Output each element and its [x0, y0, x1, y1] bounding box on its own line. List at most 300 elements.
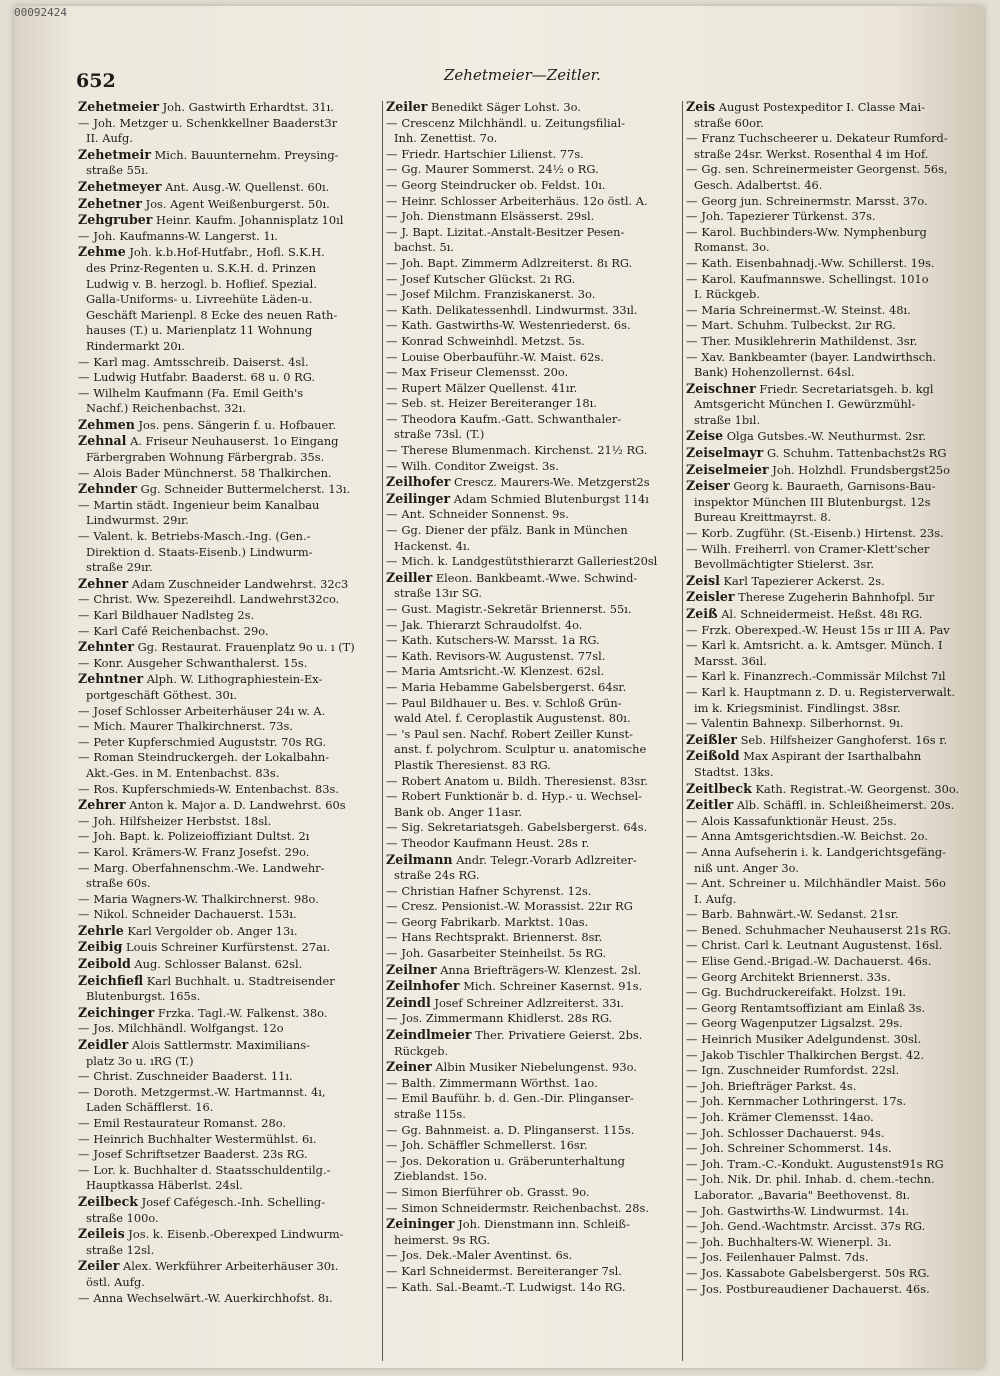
ditto-dash: —	[78, 623, 90, 638]
ditto-dash: —	[386, 695, 398, 710]
directory-entry	[386, 586, 680, 602]
entry-text: Joh. Dienstmann inn. Schleiß-	[458, 1217, 630, 1232]
ditto-dash: —	[386, 679, 398, 694]
surname-headword: Zehmen	[78, 416, 135, 432]
ditto-dash: —	[386, 554, 398, 569]
column-1	[78, 99, 380, 1306]
ditto-dash: —	[686, 969, 698, 984]
entry-text: niß unt. Anger 3o.	[694, 860, 799, 875]
ditto-dash: —	[386, 1200, 398, 1215]
entry-text: Heinr. Kaufm. Johannisplatz 10ıl	[156, 213, 344, 228]
column-3	[686, 99, 978, 1297]
directory-entry	[386, 1044, 680, 1060]
directory-entry	[78, 876, 380, 892]
directory-entry	[686, 1094, 978, 1110]
entry-text: Joh. Holzhdl. Frundsbergst25o	[772, 462, 950, 477]
entry-text: Stadtst. 13ks.	[694, 764, 774, 779]
directory-entry	[78, 99, 380, 116]
surname-headword: Zeiselmeier	[686, 461, 769, 477]
directory-entry	[686, 462, 978, 479]
surname-headword: Zeisler	[686, 589, 735, 605]
directory-entry	[78, 560, 380, 576]
ditto-dash: —	[686, 349, 698, 364]
entry-text: Sig. Sekretariatsgeh. Gabelsbergerst. 64s.	[401, 820, 648, 835]
entry-text: Joh. Metzger u. Schenkkellner Baaderst3r	[93, 115, 338, 130]
directory-entry	[686, 748, 978, 765]
entry-text: Georg jun. Schreinermstr. Marsst. 37o.	[701, 193, 928, 208]
entry-text: Joh. Gend.-Wachtmstr. Arcisst. 37s RG.	[701, 1219, 926, 1234]
directory-entry	[78, 1275, 380, 1291]
ditto-dash: —	[78, 115, 90, 130]
scan-id: 00092424	[14, 6, 67, 19]
directory-entry	[686, 623, 978, 639]
directory-entry	[686, 1204, 978, 1220]
entry-text: Joh. Tapezierer Türkenst. 37s.	[701, 209, 876, 224]
directory-entry	[78, 498, 380, 514]
entry-text: Georg Rentamtsoffiziant am Einlaß 3s.	[701, 1000, 926, 1015]
entry-text: platz 3o u. ıRG (T.)	[86, 1053, 194, 1068]
surname-headword: Zehgruber	[78, 212, 153, 228]
ditto-dash: —	[386, 193, 398, 208]
directory-entry	[78, 1291, 380, 1307]
directory-entry	[386, 554, 680, 570]
directory-entry	[386, 805, 680, 821]
ditto-dash: —	[386, 1279, 398, 1294]
directory-entry	[686, 542, 978, 558]
ditto-dash: —	[386, 946, 398, 961]
ditto-dash: —	[386, 162, 398, 177]
running-head: Zehetmeier—Zeitler.	[444, 66, 601, 84]
entry-text: Alois Kassafunktionär Heust. 25s.	[701, 813, 897, 828]
directory-entry	[686, 1282, 978, 1298]
directory-entry	[386, 225, 680, 241]
directory-entry	[686, 814, 978, 830]
ditto-dash: —	[386, 773, 398, 788]
ditto-dash: —	[78, 750, 90, 765]
surname-headword: Zeilbeck	[78, 1193, 138, 1209]
directory-entry	[78, 608, 380, 624]
entry-text: Jos. Kassabote Gabelsbergerst. 50s RG.	[701, 1265, 930, 1280]
entry-text: Laborator. „Bavaria" Beethovenst. 8ı.	[694, 1187, 910, 1202]
entry-text: Robert Anatom u. Bildh. Theresienst. 83sr.	[401, 773, 649, 788]
entry-text: Mich. Maurer Thalkirchnerst. 73s.	[93, 719, 293, 734]
directory-entry	[78, 671, 380, 688]
entry-text: straße 115s.	[394, 1107, 466, 1121]
directory-entry	[78, 624, 380, 640]
surname-headword: Zehrer	[78, 797, 126, 813]
entry-text: im k. Kriegsminist. Findlingst. 38sr.	[694, 700, 901, 715]
entry-text: Andr. Telegr.-Vorarb Adlzreiter-	[456, 852, 637, 867]
directory-entry	[386, 1091, 680, 1107]
ditto-dash: —	[686, 622, 698, 637]
directory-entry	[386, 711, 680, 727]
entry-text: Josef Schlosser Arbeiterhäuser 24ı w. A.	[93, 703, 326, 718]
directory-entry	[686, 701, 978, 717]
entry-text: Gesch. Adalbertst. 46.	[694, 177, 823, 192]
directory-entry	[386, 1169, 680, 1185]
directory-entry	[386, 396, 680, 412]
entry-text: Joh. Hilfsheizer Herbstst. 18sl.	[93, 813, 272, 828]
ditto-dash: —	[386, 302, 398, 317]
entry-text: Joh. Schäffler Schmellerst. 16sr.	[401, 1138, 588, 1153]
entry-text: Heinrich Buchhalter Westermühlst. 6ı.	[93, 1131, 317, 1146]
directory-entry	[686, 350, 978, 366]
directory-entry	[78, 355, 380, 371]
entry-text: Balth. Zimmermann Wörthst. 1ao.	[401, 1075, 598, 1090]
column-2	[386, 99, 680, 1295]
entry-text: Konrad Schweinhdl. Metzst. 5s.	[401, 333, 585, 348]
ditto-dash: —	[386, 146, 398, 161]
directory-entry	[686, 162, 978, 178]
ditto-dash: —	[686, 829, 698, 844]
surname-headword: Zeilner	[386, 961, 437, 977]
entry-text: I. Aufg.	[694, 891, 737, 906]
directory-entry	[686, 413, 978, 429]
entry-text: Karl Tapezierer Ackerst. 2s.	[723, 573, 885, 588]
entry-text: Karol. Krämers-W. Franz Josefst. 29o.	[93, 844, 310, 859]
directory-entry	[386, 303, 680, 319]
directory-entry	[686, 495, 978, 511]
surname-headword: Zehetmeier	[78, 99, 159, 114]
directory-entry	[386, 272, 680, 288]
entry-text: Ther. Musiklehrerin Mathildenst. 3sr.	[701, 333, 918, 348]
entry-text: Gg. Diener der pfälz. Bank in München	[401, 523, 628, 538]
ditto-dash: —	[78, 592, 90, 607]
directory-entry	[386, 915, 680, 931]
directory-entry	[386, 287, 680, 303]
entry-text: Gg. Buchdruckereifakt. Holzst. 19ı.	[701, 985, 906, 1000]
entry-text: Gg. sen. Schreinermeister Georgenst. 56s,	[701, 162, 948, 177]
entry-text: Anna Wechselwärt.-W. Auerkirchhofst. 8ı.	[93, 1290, 333, 1305]
entry-text: Valent. k. Betriebs-Masch.-Ing. (Gen.-	[93, 529, 311, 544]
ditto-dash: —	[386, 177, 398, 192]
directory-entry	[78, 782, 380, 798]
directory-entry	[686, 116, 978, 132]
directory-entry	[78, 1132, 380, 1148]
directory-entry	[386, 1138, 680, 1154]
column-divider	[682, 101, 683, 1361]
entry-text: Simon Bierführer ob. Grasst. 9o.	[401, 1184, 590, 1199]
entry-text: Wilh. Freiherrl. von Cramer-Klett'scher	[701, 541, 930, 556]
ditto-dash: —	[686, 1125, 698, 1140]
entry-text: Benedikt Säger Lohst. 3o.	[431, 100, 581, 114]
entry-text: Jakob Tischler Thalkirchen Bergst. 42.	[701, 1047, 925, 1062]
surname-headword: Zeibold	[78, 956, 131, 972]
directory-entry	[78, 907, 380, 923]
entry-text: Nikol. Schneider Dachauerst. 153ı.	[93, 907, 297, 922]
entry-text: Joh. Buchhalters-W. Wienerpl. 3ı.	[701, 1234, 892, 1249]
directory-entry	[686, 685, 978, 701]
surname-headword: Zeis	[686, 99, 716, 114]
surname-headword: Zeininger	[386, 1216, 455, 1232]
entry-text: Kath. Eisenbahnadj.-Ww. Schillerst. 19s.	[701, 255, 935, 270]
surname-headword: Zehetmeir	[78, 146, 151, 162]
column-divider	[382, 101, 383, 1361]
entry-text: Joh. Nik. Dr. phil. Inhab. d. chem.-techn.	[701, 1172, 935, 1187]
directory-entry	[686, 573, 978, 590]
entry-text: Ludwig v. B. herzogl. b. Hoflief. Spezial.	[86, 276, 317, 291]
ditto-dash: —	[78, 655, 90, 670]
ditto-dash: —	[686, 193, 698, 208]
entry-text: Ant. Schneider Sonnenst. 9s.	[401, 507, 569, 522]
directory-entry	[78, 131, 380, 147]
entry-text: Karl k. Finanzrech.-Commissär Milchst 7ıl	[701, 669, 946, 684]
entry-text: Josef Schriftsetzer Baaderst. 23s RG.	[93, 1147, 308, 1162]
directory-entry	[386, 1248, 680, 1264]
directory-entry	[78, 545, 380, 561]
entry-text: Gg. Bahnmeist. a. D. Plinganserst. 115s.	[401, 1122, 635, 1137]
directory-entry	[686, 209, 978, 225]
entry-text: Friedr. Hartschier Lilienst. 77s.	[401, 146, 584, 161]
directory-entry	[386, 334, 680, 350]
ditto-dash: —	[386, 1263, 398, 1278]
surname-headword: Zeilmann	[386, 851, 453, 867]
entry-text: Georg Fabrikarb. Marktst. 10as.	[401, 914, 589, 929]
directory-entry	[686, 970, 978, 986]
directory-entry	[686, 287, 978, 303]
entry-text: Joh. Dienstmann Elsässerst. 29sl.	[401, 209, 595, 224]
entry-text: Hauptkassa Häberlst. 24sl.	[86, 1178, 243, 1193]
directory-entry	[386, 507, 680, 523]
entry-text: Barb. Bahnwärt.-W. Sedanst. 21sr.	[701, 907, 899, 922]
entry-text: Heinrich Musiker Adelgundenst. 30sl.	[701, 1032, 922, 1047]
ditto-dash: —	[78, 813, 90, 828]
directory-entry	[78, 1085, 380, 1101]
directory-entry	[78, 1147, 380, 1163]
directory-entry	[386, 570, 680, 587]
directory-entry	[386, 1201, 680, 1217]
directory-entry	[78, 229, 380, 245]
entry-text: Geschäft Marienpl. 8 Ecke des neuen Rath-	[86, 307, 338, 322]
surname-headword: Zeiser	[686, 478, 730, 494]
entry-text: Maria Amtsricht.-W. Klenzest. 62sl.	[401, 664, 605, 679]
directory-entry	[78, 704, 380, 720]
entry-text: Jos. pens. Sängerin f. u. Hofbauer.	[138, 417, 337, 432]
directory-entry	[686, 892, 978, 908]
ditto-dash: —	[686, 209, 698, 224]
entry-text: Eleon. Bankbeamt.-Wwe. Schwind-	[435, 570, 638, 585]
ditto-dash: —	[386, 224, 398, 239]
directory-entry	[78, 386, 380, 402]
directory-entry	[386, 194, 680, 210]
directory-entry	[386, 649, 680, 665]
directory-entry	[386, 1185, 680, 1201]
directory-entry	[686, 334, 978, 350]
ditto-dash: —	[386, 899, 398, 914]
directory-entry	[686, 381, 978, 398]
directory-entry	[686, 303, 978, 319]
directory-entry	[386, 178, 680, 194]
ditto-dash: —	[78, 608, 90, 622]
directory-entry	[386, 742, 680, 758]
entry-text: Ther. Privatiere Geierst. 2bs.	[475, 1028, 643, 1043]
entry-text: Joh. Gasarbeiter Steinheilst. 5s RG.	[401, 946, 607, 961]
ditto-dash: —	[386, 318, 398, 333]
ditto-dash: —	[78, 1131, 90, 1146]
directory-entry	[78, 766, 380, 782]
entry-text: straße 100o.	[86, 1210, 159, 1225]
entry-text: Marg. Oberfahnenschm.-We. Landwehr-	[93, 860, 325, 875]
entry-text: Akt.-Ges. in M. Entenbachst. 83s.	[86, 765, 280, 780]
ditto-dash: —	[386, 115, 398, 130]
directory-entry	[78, 323, 380, 339]
entry-text: Christ. Carl k. Leutnant Augustenst. 16sl.	[701, 938, 943, 953]
entry-text: 's Paul sen. Nachf. Robert Zeiller Kunst-	[401, 726, 633, 741]
ditto-dash: —	[386, 1091, 398, 1106]
entry-text: straße 12sl.	[86, 1242, 155, 1257]
ditto-dash: —	[386, 602, 398, 616]
ditto-dash: —	[686, 922, 698, 937]
ditto-dash: —	[78, 734, 90, 749]
entry-text: G. Schuhm. Tattenbachst2s RG	[766, 446, 947, 461]
directory-entry	[386, 899, 680, 915]
directory-entry	[686, 1079, 978, 1095]
directory-entry	[686, 318, 978, 334]
entry-text: J. Bapt. Lizitat.-Anstalt-Besitzer Pesen-	[401, 224, 625, 239]
directory-entry	[686, 654, 978, 670]
directory-entry	[386, 1076, 680, 1092]
entry-text: Alb. Schäffl. in. Schleißheimerst. 20s.	[736, 798, 955, 813]
ditto-dash: —	[386, 349, 398, 364]
entry-text: Karl Buchhalt. u. Stadtreisender	[146, 973, 335, 988]
ditto-dash: —	[386, 789, 398, 804]
directory-entry	[686, 397, 978, 413]
directory-entry	[686, 669, 978, 685]
entry-text: Kath. Registrat.-W. Georgenst. 30o.	[755, 781, 960, 796]
directory-entry	[386, 1154, 680, 1170]
entry-text: Christian Hafner Schyrenst. 12s.	[401, 883, 592, 898]
entry-text: inspektor München III Blutenburgst. 12s	[694, 494, 931, 509]
entry-text: Josef Cafégesch.-Inh. Schelling-	[141, 1194, 326, 1209]
entry-text: Karl Bildhauer Nadlsteg 2s.	[93, 608, 255, 622]
directory-entry	[78, 308, 380, 324]
entry-text: Gg. Schneider Buttermelcherst. 13ı.	[140, 482, 351, 497]
entry-text: Romanst. 3o.	[694, 240, 770, 255]
directory-entry	[686, 1141, 978, 1157]
directory-entry	[386, 789, 680, 805]
directory-entry	[386, 162, 680, 178]
ditto-dash: —	[78, 529, 90, 544]
entry-text: Anna Aufseherin i. k. Landgerichtsgefäng-	[701, 844, 946, 859]
entry-text: Gust. Magistr.-Sekretär Briennerst. 55ı.	[401, 602, 632, 616]
entry-text: Anton k. Major a. D. Landwehrst. 60s	[129, 798, 346, 813]
directory-entry	[386, 427, 680, 443]
entry-text: Christ. Ww. Spezereihdl. Landwehrst32co.	[93, 592, 340, 607]
surname-headword: Zehnder	[78, 481, 137, 497]
ditto-dash: —	[686, 1047, 698, 1062]
directory-entry	[686, 557, 978, 573]
ditto-dash: —	[78, 703, 90, 718]
ditto-dash: —	[386, 726, 398, 741]
ditto-dash: —	[386, 458, 398, 473]
directory-entry	[686, 1266, 978, 1282]
entry-text: Cresz. Pensionist.-W. Morassist. 22ır RG	[401, 899, 633, 914]
entry-text: Jos. Dek.-Maler Aventinst. 6s.	[401, 1248, 573, 1263]
entry-text: Karl Schneidermst. Bereiteranger 7sl.	[401, 1263, 622, 1278]
entry-text: Georg Steindrucker ob. Feldst. 10ı.	[401, 177, 606, 192]
directory-entry	[78, 829, 380, 845]
directory-entry	[386, 365, 680, 381]
surname-headword: Zeiner	[386, 1059, 432, 1075]
entry-text: Laden Schäfflerst. 16.	[86, 1100, 214, 1115]
ditto-dash: —	[386, 617, 398, 632]
entry-text: Louise Oberbauführ.-W. Maist. 62s.	[401, 349, 604, 364]
surname-headword: Zeindlmeier	[386, 1027, 472, 1043]
entry-text: Karl mag. Amtsschreib. Daiserst. 4sl.	[93, 354, 309, 369]
directory-entry	[386, 995, 680, 1012]
directory-entry	[386, 758, 680, 774]
surname-headword: Zeiler	[386, 99, 428, 114]
entry-text: Wilhelm Kaufmann (Fa. Emil Geith's	[93, 385, 304, 400]
entry-text: Korb. Zugführ. (St.-Eisenb.) Hirtenst. 23s.	[701, 526, 944, 541]
entry-text: Kath. Sal.-Beamt.-T. Ludwigst. 14o RG.	[401, 1279, 626, 1294]
entry-text: Joh. Schlosser Dachauerst. 94s.	[701, 1125, 885, 1140]
entry-text: Anna Briefträgers-W. Klenzest. 2sl.	[440, 962, 642, 977]
entry-text: Bank ob. Anger 11asr.	[394, 804, 523, 819]
entry-text: Seb. st. Heizer Bereiteranger 18ı.	[401, 396, 597, 411]
surname-headword: Zehntner	[78, 671, 144, 687]
entry-text: Mich. Bauunternehm. Preysing-	[154, 147, 339, 162]
entry-text: Robert Funktionär b. d. Hyp.- u. Wechsel-	[401, 789, 642, 804]
ditto-dash: —	[686, 318, 698, 333]
directory-entry	[386, 412, 680, 428]
entry-text: straße 60or.	[694, 115, 764, 130]
directory-entry	[78, 639, 380, 656]
directory-entry	[686, 1110, 978, 1126]
entry-text: Frzk. Oberexped.-W. Heust 15s ır III A. Pav	[701, 622, 950, 637]
entry-text: Albin Musiker Niebelungenst. 93o.	[435, 1060, 637, 1075]
entry-text: hauses (T.) u. Marienplatz 11 Wohnung	[86, 323, 313, 338]
directory-entry	[78, 861, 380, 877]
ditto-dash: —	[686, 876, 698, 891]
entry-text: Georg k. Bauraeth, Garnisons-Bau-	[733, 479, 936, 494]
ditto-dash: —	[686, 1219, 698, 1234]
directory-entry	[686, 985, 978, 1001]
ditto-dash: —	[686, 526, 698, 541]
entry-text: Elise Gend.-Brigad.-W. Dachauerst. 46s.	[701, 954, 932, 969]
entry-text: wald Atel. f. Ceroplastik Augustenst. 80ı.	[394, 711, 631, 726]
ditto-dash: —	[686, 954, 698, 969]
surname-headword: Zeise	[686, 428, 724, 444]
entry-text: Simon Schneidermstr. Reichenbachst. 28s.	[401, 1200, 650, 1215]
entry-text: Friedr. Secretariatsgeh. b. kgl	[759, 381, 934, 396]
entry-text: Gg. Restaurat. Frauenplatz 9o u. ı (T)	[137, 640, 355, 655]
entry-text: II. Aufg.	[86, 131, 133, 146]
entry-text: Blutenburgst. 165s.	[86, 989, 201, 1004]
ditto-dash: —	[686, 131, 698, 146]
directory-entry	[386, 633, 680, 649]
ditto-dash: —	[78, 1116, 90, 1130]
ditto-dash: —	[386, 365, 398, 380]
directory-entry	[386, 664, 680, 680]
directory-entry	[78, 339, 380, 355]
ditto-dash: —	[686, 333, 698, 348]
directory-entry	[386, 350, 680, 366]
directory-entry	[78, 576, 380, 593]
directory-entry	[686, 1126, 978, 1142]
directory-entry	[686, 606, 978, 623]
entry-text: straße 24sr. Werkst. Rosenthal 4 im Hof.	[694, 146, 929, 161]
entry-text: Färbergraben Wohnung Färbergrab. 35s.	[86, 450, 325, 465]
directory-entry	[386, 1216, 680, 1233]
entry-text: Joh. Tram.-C.-Kondukt. Augustenst91s RG	[701, 1156, 944, 1171]
directory-entry	[686, 428, 978, 445]
ditto-dash: —	[78, 228, 90, 243]
ditto-dash: —	[686, 1234, 698, 1249]
entry-text: Joh. Gastwirths-W. Lindwurmst. 14ı.	[701, 1203, 910, 1218]
directory-entry	[686, 1001, 978, 1017]
entry-text: Bened. Schuhmacher Neuhauserst 21s RG.	[701, 922, 951, 937]
